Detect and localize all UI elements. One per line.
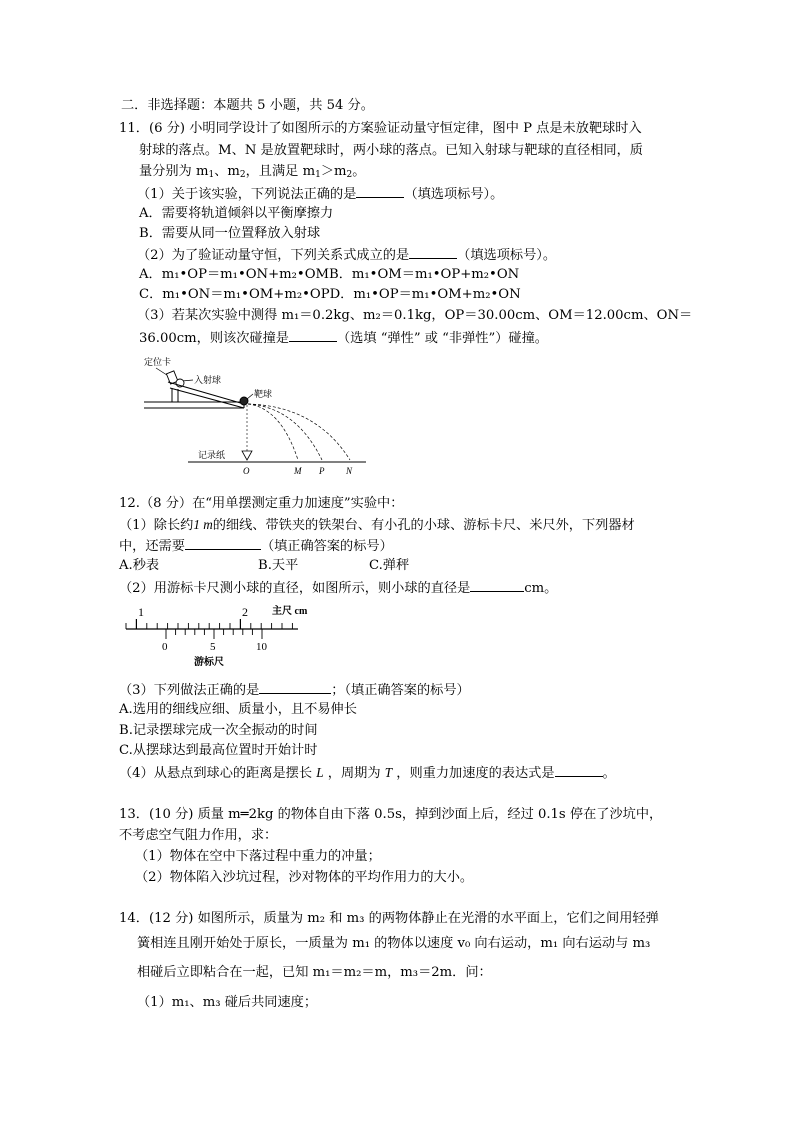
q14-line3: 相碰后立即粘合在一起，已知 m₁＝m₂＝m，m₃＝2m．问： [137,965,492,980]
q12-line1: 12.（8 分）在“用单摆测定重力加速度”实验中： [119,496,404,511]
q11-sub1-option-b: B．需要从同一位置释放入射球 [139,226,321,241]
q11-line2: 射球的落点。M、N 是放置靶球时，两小球的落点。已知入射球与靶球的直径相同，质 [139,143,643,158]
q12-option-c: C.弹秤 [369,558,410,573]
q11-sub3-line2: 36.00cm，则该次碰撞是 （选填 “弹性” 或 “非弹性”）碰撞。 [139,328,548,348]
q13-line1: 13．(10 分) 质量 m═2kg 的物体自由下落 0.5s，掉到沙面上后，经过 0.1s 停在了沙坑中， [119,807,663,822]
q11-sub3-blank[interactable] [289,328,337,342]
q11-sub3-line1: （3）若某次实验中测得 m₁＝0.2kg、m₂＝0.1kg，OP＝30.00cm、OM＝12.00cm、ON＝ [137,308,693,323]
q13-sub2: （2）物体陷入沙坑过程，沙对物体的平均作用力的大小。 [135,870,474,885]
fig-point-p: P [319,466,325,476]
fig-point-m: M [294,466,302,476]
caliper-vernier-scale [166,629,262,639]
caliper-vernier-10: 10 [256,641,267,653]
caliper-main-scale [126,619,292,629]
q14-line2: 簧相连且刚开始处于原长，一质量为 m₁ 的物体以速度 v₀ 向右运动，m₁ 向右运动与 m₃ [137,936,651,951]
fig-label-target-ball: 靶球 [254,389,273,399]
q12-option-b: B.天平 [258,558,299,573]
q12-sub4: （4）从悬点到球心的距离是摆长 L ，周期为 T ，则重力加速度的表达式是 。 [119,765,616,781]
section-heading: 二．非选择题：本题共 5 小题，共 54 分。 [121,98,374,113]
caliper-vernier-5: 5 [210,641,216,653]
q14-sub1: （1）m₁、m₃ 碰后共同速度； [137,995,318,1010]
q12-sub3-option-c: C.从摆球达到最高位置时开始计时 [119,743,318,758]
q13-line2: 不考虑空气阻力作用，求： [119,828,278,843]
q12-sub3-option-a: A.选用的细线应细、质量小，且不易伸长 [119,702,357,717]
q12-sub4-blank[interactable] [555,763,603,777]
q11-sub1-option-a: A．需要将轨道倾斜以平衡摩擦力 [139,206,334,221]
q14-line1: 14．(12 分) 如图所示，质量为 m₂ 和 m₃ 的两物体静止在光滑的水平面上，它们之间用轻弹 [119,911,659,926]
plumb-bob [242,451,252,460]
caliper-main-2: 2 [242,605,248,619]
q11-sub2-options-cd: C．m₁•ON＝m₁•OM+m₂•OPD．m₁•OP＝m₁•OM+m₂•ON [139,287,521,302]
q12-sub1-blank[interactable] [185,536,261,550]
q12-sub1-line1: （1）除长约1 m的细线、带铁夹的铁架台、有小孔的小球、游标卡尺、米尺外，下列器材 [119,517,635,533]
q13-sub1: （1）物体在空中下落过程中重力的冲量； [135,849,381,864]
q12-option-a: A.秒表 [119,558,160,573]
q11-sub2-options-ab: A．m₁•OP＝m₁•ON+m₂•OMB．m₁•OM＝m₁•OP+m₂•ON [139,267,520,282]
fig-point-o: O [243,466,250,476]
q11-collision-figure [136,352,372,476]
q12-sub1-line2: 中，还需要 （填正确答案的标号） [119,536,393,556]
q12-sub3-blank[interactable] [259,680,331,694]
caliper-vernier-label: 游标尺 [194,657,224,668]
target-ball [240,397,248,405]
caliper-vernier-0: 0 [162,641,168,653]
q12-sub2: （2）用游标卡尺测小球的直径，如图所示，则小球的直径是 cm。 [119,578,557,598]
fig-point-n: N [346,466,353,476]
q11-sub1: （1）关于该实验，下列说法正确的是 （填选项标号）。 [137,184,503,204]
q11-sub2: （2）为了验证动量守恒，下列关系式成立的是 （填选项标号）。 [137,245,556,265]
fig-label-record-paper: 记录纸 [198,450,226,460]
fig-label-stop: 定位卡 [144,357,172,367]
q11-line1: 11．(6 分) 小明同学设计了如图所示的方案验证动量守恒定律，图中 P 点是未放靶球时入 [119,121,642,136]
caliper-main-label: 主尺 cm [272,606,308,617]
fig-label-incident-ball: 入射球 [194,375,222,385]
q12-sub2-blank[interactable] [470,578,524,592]
q12-sub3: （3）下列做法正确的是 ；（填正确答案的标号） [119,680,470,700]
caliper-main-1: 1 [138,605,144,619]
vernier-caliper-figure [122,602,372,670]
q11-sub2-blank[interactable] [409,245,457,259]
q11-sub1-blank[interactable] [356,184,404,198]
q11-line3: 量分别为 $m_1$、$m_2$，且满足 $m_1>m_2$。 [139,164,366,180]
q12-sub3-option-b: B.记录摆球完成一次全振动的时间 [119,723,318,738]
